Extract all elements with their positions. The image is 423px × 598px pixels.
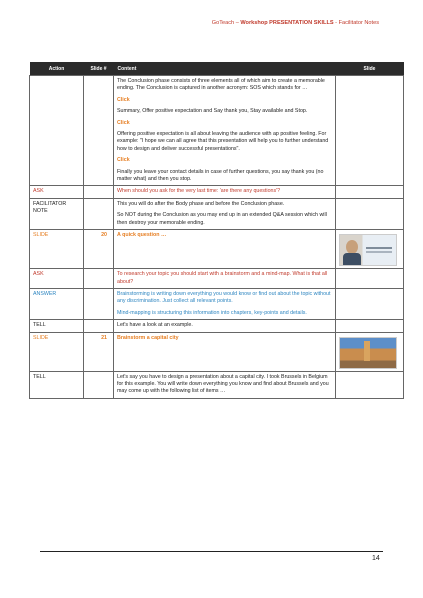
header-separator: – bbox=[234, 20, 241, 26]
slide-number-cell bbox=[84, 288, 114, 319]
col-slide: Slide bbox=[336, 62, 404, 76]
page-number: 14 bbox=[372, 555, 380, 562]
table-row bbox=[30, 288, 404, 319]
click-cue: Click bbox=[117, 157, 130, 164]
content-cell bbox=[114, 288, 336, 319]
slide-cell bbox=[336, 320, 404, 332]
action-cell bbox=[30, 76, 84, 186]
slide-cell bbox=[336, 332, 404, 371]
facilitator-notes-table bbox=[29, 62, 404, 399]
slide-cell bbox=[336, 288, 404, 319]
header-subtitle: - Facilitator Notes bbox=[333, 20, 379, 26]
slide-number-cell bbox=[84, 76, 114, 186]
table-row bbox=[30, 230, 404, 269]
slide-cell bbox=[336, 76, 404, 186]
table-row bbox=[30, 320, 404, 332]
table-row bbox=[30, 332, 404, 371]
action-cell: FACILITATOR NOTE bbox=[30, 198, 84, 229]
slide-cell bbox=[336, 186, 404, 198]
footer-divider bbox=[40, 551, 383, 552]
action-cell: SLIDE bbox=[30, 332, 84, 371]
table-row bbox=[30, 186, 404, 198]
content-cell bbox=[114, 198, 336, 229]
table-row bbox=[30, 371, 404, 398]
slide-number-cell bbox=[84, 371, 114, 398]
header-title: Workshop PRESENTATION SKILLS bbox=[240, 20, 334, 26]
action-cell: ANSWER bbox=[30, 288, 84, 319]
action-cell: ASK bbox=[30, 186, 84, 198]
brussels-city-thumbnail-icon bbox=[339, 337, 397, 369]
table-row bbox=[30, 269, 404, 289]
table-row bbox=[30, 198, 404, 229]
slide-number-cell bbox=[84, 269, 114, 289]
action-cell: TELL bbox=[30, 371, 84, 398]
positive-expectation-text: Offering positive expectation is all about leaving the audience with ap positive feeling. For example: "I hope we can all agree that this presentation will help you to further understand how to design and deliver successful presentations". bbox=[117, 131, 329, 152]
click-cue: Click bbox=[117, 96, 130, 103]
note-text: This you will do after the Body phase and before the Conclusion phase. bbox=[117, 200, 285, 207]
answer-text: Mind-mapping is structuring this information into chapters, key-points and details. bbox=[117, 309, 307, 316]
slide-number-cell: 20 bbox=[84, 230, 114, 269]
slide-number-cell bbox=[84, 198, 114, 229]
table-header-row bbox=[30, 62, 404, 76]
content-cell: Let's have a look at an example. bbox=[114, 320, 336, 332]
stop-text: Finally you leave your contact details in case of further questions, you say thank you (no matter what) and then you stop. bbox=[117, 168, 324, 183]
action-cell: SLIDE bbox=[30, 230, 84, 269]
table-row bbox=[30, 76, 404, 186]
sos-text: Summary, Offer positive expectation and Say thank you, Stay available and Stop. bbox=[117, 108, 308, 115]
slide-number-cell bbox=[84, 186, 114, 198]
presenter-photo-thumbnail-icon bbox=[339, 234, 397, 266]
content-cell: When should you ask for the very last time: 'are there any questions'? bbox=[114, 186, 336, 198]
content-cell bbox=[114, 76, 336, 186]
col-content: Content bbox=[114, 62, 336, 76]
slide-cell bbox=[336, 371, 404, 398]
slide-cell bbox=[336, 198, 404, 229]
content-cell: A quick question … bbox=[114, 230, 336, 269]
slide-number-cell: 21 bbox=[84, 332, 114, 371]
slide-cell bbox=[336, 230, 404, 269]
answer-text: Brainstorming is writing down everything you would know or find out about the topic without any discrimination. Just collect all relevant points. bbox=[117, 290, 331, 305]
action-cell: ASK bbox=[30, 269, 84, 289]
content-cell: To research your topic you should start with a brainstorm and a mind-map. What is that all about? bbox=[114, 269, 336, 289]
conclusion-text: The Conclusion phase consists of three elements all of which aim to create a memorable ending. The Conclusion is captured in another acronym: SOS which stands for … bbox=[117, 78, 325, 92]
note-text: So NOT during the Conclusion as you may end up in an extended Q&A session which will then destroy your memorable ending. bbox=[117, 212, 327, 226]
content-cell: Let's say you have to design a presentation about a capital city. I took Brussels in Belgium for this example. You will write down everything you know and find about Brussels and you may come up with the following list of items … bbox=[114, 371, 336, 398]
action-cell: TELL bbox=[30, 320, 84, 332]
col-slide-number: Slide # bbox=[84, 62, 114, 76]
content-cell: Brainstorm a capital city bbox=[114, 332, 336, 371]
slide-cell bbox=[336, 269, 404, 289]
col-action: Action bbox=[30, 62, 84, 76]
page-header bbox=[212, 20, 379, 26]
slide-number-cell bbox=[84, 320, 114, 332]
click-cue: Click bbox=[117, 119, 130, 126]
header-brand: GoTeach bbox=[211, 20, 235, 26]
